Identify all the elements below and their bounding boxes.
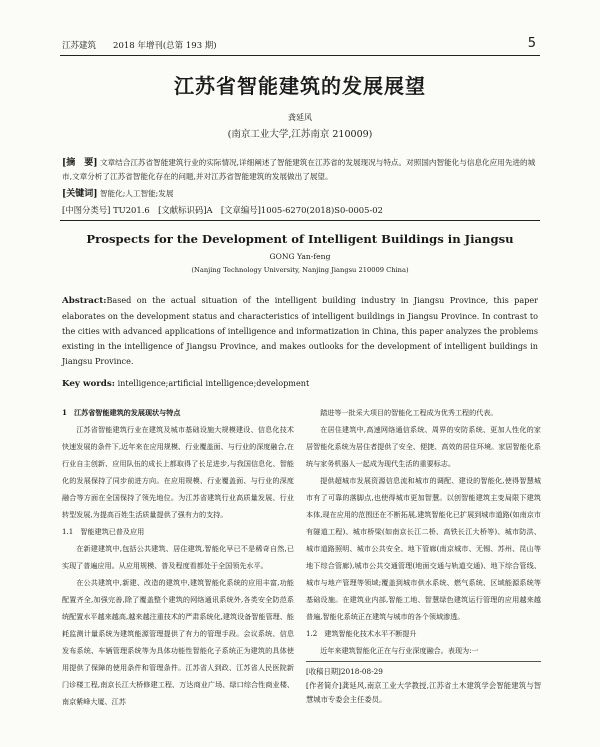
paragraph: 踏进等一批采大项目的智能化工程成为优秀工程的代表。	[320, 408, 498, 417]
received-date: [收稿日期]2018-08-29	[306, 667, 383, 676]
title-en: Prospects for the Development of Intelligent Buildings in Jiangsu	[86, 232, 514, 246]
paragraph: 在公共建筑中,新建、改造的建筑中,建筑智能化系统的应用丰富,功能配置齐全,加强完善,除了覆盖整个建筑的网络通讯系统外,各类安全防范系统配置水平越来越高,越来越注重技术的严肃系统化,建筑设备智能管理、能耗监测计量系统为建筑能源管理提供了有力的管理手段。会议系统、信息发布系统、车辆管理系统等为具体功能性智能化子系统正为建筑的具体使用提供了保障的使用条件和管理条件。江苏省人到政、江苏省人民医院新门诊楼工程,南京长江大桥修建工程、万达商业广场、绿口综合性商业楼、南京紫峰大厦、江苏	[62, 578, 294, 706]
abstract-cn-text: 文章结合江苏省智能建筑行业的实际情况,详细阐述了智能建筑在江苏省的发展现况与特点。对照国内智能化与信息化应用先进的城市,文章分析了江苏省智能化存在的问题,并对江苏省智能建筑的发展做出了展望。	[62, 158, 536, 181]
page-number: 5	[527, 36, 536, 51]
abstract-cn-label: [摘 要]	[62, 158, 98, 168]
header-rule	[60, 55, 540, 56]
body-column-right	[306, 404, 541, 707]
author-en: GONG Yan-feng	[269, 252, 331, 261]
affiliation-cn: (南京工业大学,江苏南京 210009)	[227, 129, 373, 140]
subsection-heading-1-1: 1.1 智能建筑已普及应用	[62, 527, 145, 536]
paragraph: 江苏省智能建筑行业在建筑及城市基础设施大规模建设、信息化技术快速发展的条件下,近年来在应用规模、行业覆盖面、与行业的深度融合,在行业自主创新、应用队伍的成长上都取得了长足进步,与我国信息化、智能化的发展保持了同步前进方向。在应用规模、行业覆盖面、与行业的深度融合等方面在全国保持了领先地位。为江苏省建筑行业高质量发展、行业转型发展,为提高百姓生活质量提供了强有力的支持。	[62, 425, 294, 519]
paragraph: 提供超城市发展资源信息流和城市的调配、建设的智能化,使得智慧城市有了可靠的落脚点,也使得城市更加智慧。以创智能建筑主变局限下建筑本体,现在应用的范围还在不断拓展,建筑智能化已扩展到城市道路(如南京市有隧道工程)、城市桥梁(如南京长江二桥、高铁长江大桥等)、城市防洪、城市道路照明、城市公共安全、地下管廊(南京城市、无锡、苏州、昆山等地下综合管廊),城市公共交通管理(地面交通与轨道交通)、地下综合管线、城市与地产管理等领域;覆盖到城市供水系统、燃气系统、区域能源系统等基础设施。在建筑业内部,智能工地、智慧绿色建筑运行管理的应用越来越普遍,智能化系统正在建筑与城市的各个领域渗透。	[306, 476, 541, 621]
abstract-rule	[60, 220, 540, 221]
abstract-cn	[62, 156, 538, 184]
title-cn: 江苏省智能建筑的发展展望	[174, 74, 426, 98]
keywords-en-label: Key words:	[62, 379, 115, 389]
keywords-en	[62, 378, 538, 389]
paragraph: 在居住建筑中,高速网络通信系统、周界的安防系统、更加人性化的家居智能化系统为居住者提供了安全、便捷、高效的居住环境。家居智能化系统与家务机器人一起成为现代生活的重要标志。	[306, 425, 541, 468]
journal-issue: 江苏建筑 2018 年增刊(总第 193 期)	[62, 41, 217, 51]
abstract-en-label: Abstract:	[62, 296, 107, 306]
classification-line: [中图分类号] TU201.6 [文献标识码]A [文章编号]1005-6270(2018)S0-0005-02	[62, 205, 383, 215]
affiliation-en: (Nanjing Technology University, Nanjing Jiangsu 210009 China)	[191, 266, 409, 274]
author-bio: [作者简介]龚延风,南京工业大学教授,江苏省土木建筑学会智能建筑与智慧城市专委会主任委员。	[306, 681, 541, 704]
keywords-cn	[62, 186, 538, 199]
keywords-cn-text: 智能化;人工智能;发展	[99, 189, 174, 198]
keywords-cn-label: [关键词]	[62, 189, 98, 199]
keywords-en-text: intelligence;artificial intelligence;development	[117, 378, 310, 388]
footnote	[306, 661, 541, 707]
subsection-heading-1-2: 1.2 建筑智能化技术水平不断提升	[306, 629, 417, 638]
abstract-en	[62, 293, 538, 369]
running-header	[62, 36, 536, 55]
section-heading-1: 1 江苏省智能建筑的发展现状与特点	[62, 408, 181, 417]
paragraph: 近年来建筑智能化正在与行业深度融合。表现为:一	[320, 646, 479, 655]
author-cn: 龚延风	[288, 113, 312, 122]
body-column-left	[62, 404, 294, 710]
abstract-en-text: Based on the actual situation of the intelligent building industry in Jiangsu Province, this paper elaborates on the development status and characteristics of intelligent buildings in Jiangsu Province. In contrast to the cities with advanced applications of intelligence and informatization in China, this paper analyzes the problems existing in the intelligence of Jiangsu Province, and makes outlooks for the development of intelligent buildings in Jiangsu Province.	[62, 295, 538, 366]
paragraph: 在新建建筑中,包括公共建筑、居住建筑,智能化早已不是稀奇自然,已实现了普遍应用。从应用规模、普及程度看都处于全国领先水平。	[62, 544, 294, 570]
